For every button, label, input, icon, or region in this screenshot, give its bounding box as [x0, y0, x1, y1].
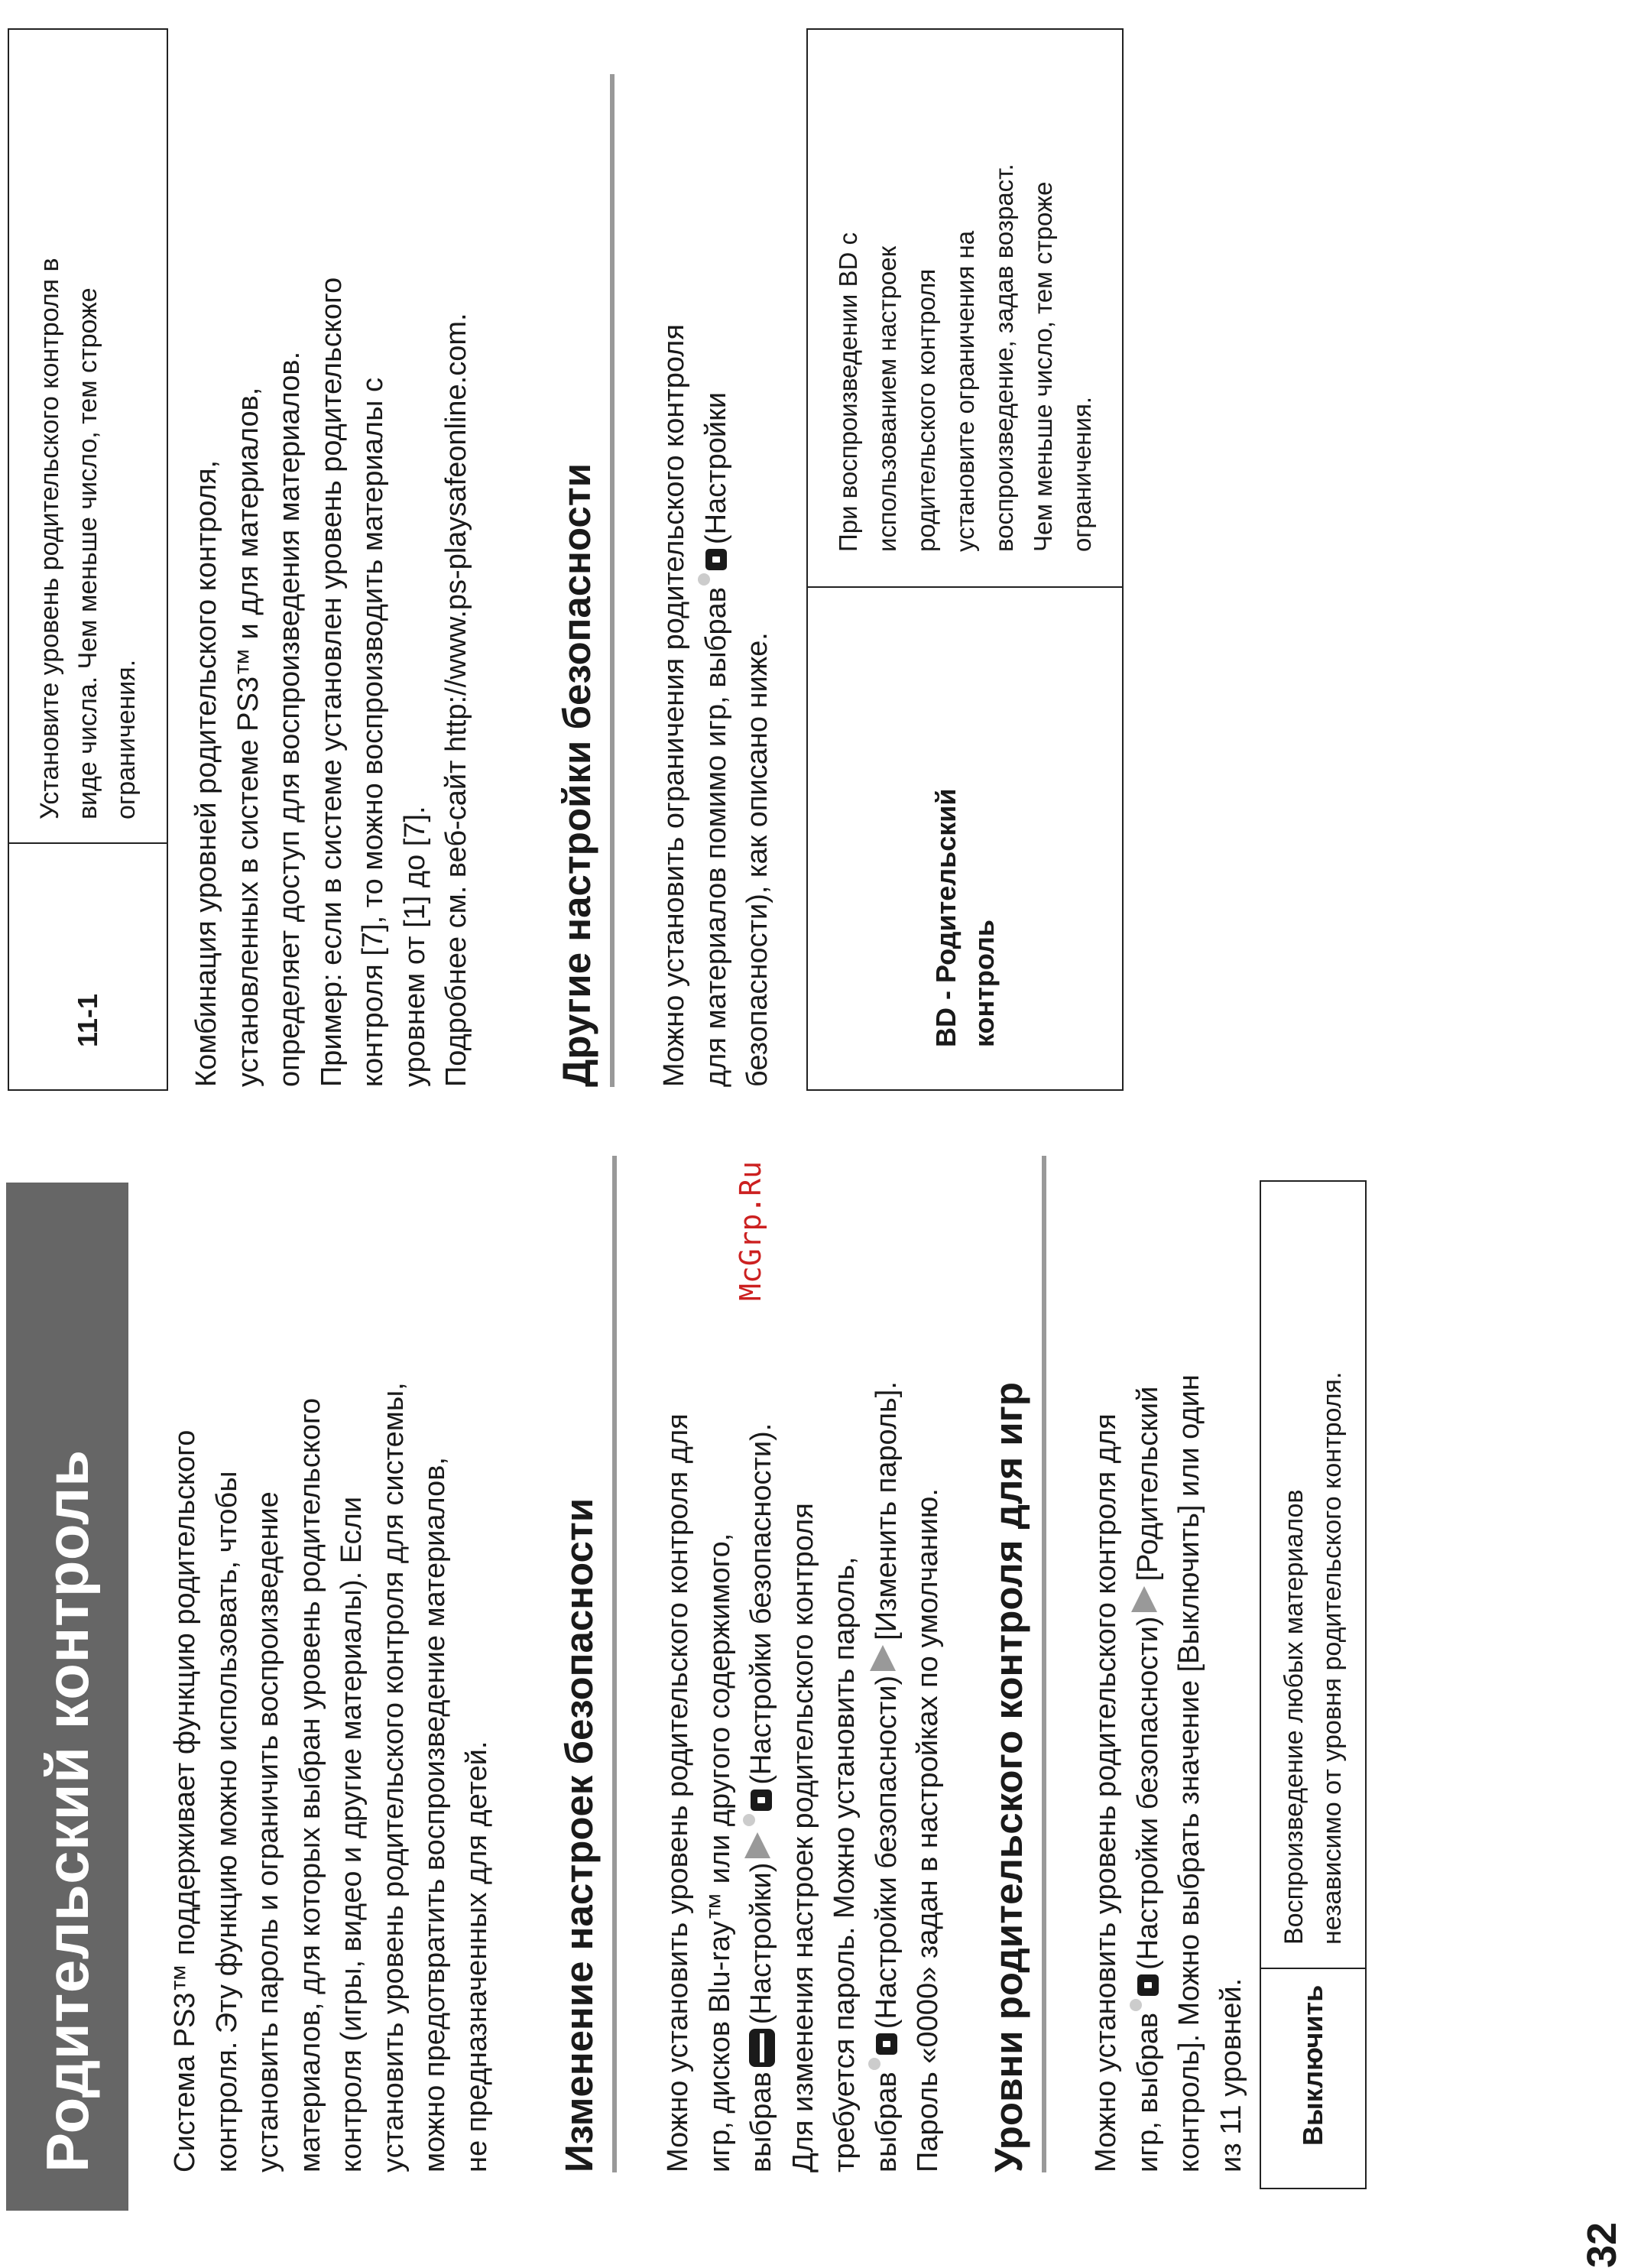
table-row	[1260, 1181, 1366, 2189]
arrow-right-icon	[870, 1645, 896, 1671]
combination-paragraph: Комбинация уровней родительского контроля, установленных в системе PS3™ и для материалов, определяет доступ для воспроизведения материалов. Пример: если в системе установлен уровень родительского контроля [7], то можно воспроизводить материалы с уровнем от [1] до [7]. Подробнее см. веб-сайт http://www.ps-playsafeonline.com.	[190, 277, 472, 1087]
watermark: McGrp.Ru	[734, 1160, 767, 1301]
small-dot-icon	[698, 573, 710, 586]
table-key: BD - Родительский контроль	[807, 587, 1123, 1090]
section-heading-game-levels: Уровни родительского контроля для игр	[986, 1156, 1046, 2172]
toolbox-icon	[749, 2029, 775, 2067]
game-levels-paragraph: Можно установить уровень родительского контроля для игр, выбрав(Настройки безопасности)[Родительский контроль]. Можно выбрать значение [Выключить] или один из 11 уровней.	[1090, 1374, 1247, 2172]
table-key: Выключить	[1260, 1968, 1366, 2189]
section-heading-security: Изменение настроек безопасности	[556, 1156, 617, 2172]
lock-icon	[751, 1789, 772, 1811]
security-paragraph: Можно установить уровень родительского контроля для игр, дисков Blu-ray™ или другого содержимого, выбрав(Настройки)(Настройки безопасности). Для изменения настроек родительского контроля требуется пароль. Можно установить пароль, выбрав(Настройки безопасности)[Изменить пароль]. Пароль «0000» задан в настройках по умолчанию.	[662, 1381, 944, 2172]
section-heading-other-settings: Другие настройки безопасности	[554, 74, 615, 1087]
table-key: 11-1	[8, 843, 167, 1090]
lock-icon	[876, 2033, 897, 2055]
table-value: Воспроизведение любых материалов независимо от уровня родительского контроля.	[1260, 1181, 1366, 1968]
small-dot-icon	[868, 2058, 880, 2070]
lock-icon	[1137, 1974, 1159, 1996]
arrow-right-icon	[1131, 1586, 1157, 1612]
other-settings-paragraph: Можно установить ограничения родительского контроля для материалов помимо игр, выбрав(Настройки безопасности), как описано ниже.	[658, 324, 773, 1087]
page-number: 32	[1579, 2221, 1625, 2268]
lock-icon	[705, 549, 727, 570]
intro-paragraph: Система PS3™ поддерживает функцию родительского контроля. Эту функцию можно использовать, чтобы установить пароль и ограничить воспроизведение материалов, для которых выбран уровень родительского контроля (игры, видео и другие материалы). Если установить уровень родительского контроля для системы, можно предотвратить воспроизведение материалов, не предназначенных для детей.	[169, 1382, 493, 2172]
table-value: При воспроизведении BD с использованием настроек родительского контроля установите ограничения на воспроизведение, задав возраст. Чем меньше число, тем строже ограничения.	[807, 29, 1123, 587]
small-dot-icon	[743, 1814, 755, 1826]
arrow-right-icon	[744, 1832, 770, 1858]
off-setting-table	[1260, 1180, 1367, 2189]
page-title-banner: Родительский контроль	[6, 1183, 128, 2211]
level-11-1-table	[8, 28, 168, 1091]
table-row	[8, 29, 167, 1090]
table-value: Установите уровень родительского контроля в виде числа. Чем меньше число, тем строже ограничения.	[8, 29, 167, 843]
table-row	[807, 29, 1123, 1090]
bd-parental-table	[806, 28, 1124, 1091]
small-dot-icon	[1130, 1999, 1142, 2011]
